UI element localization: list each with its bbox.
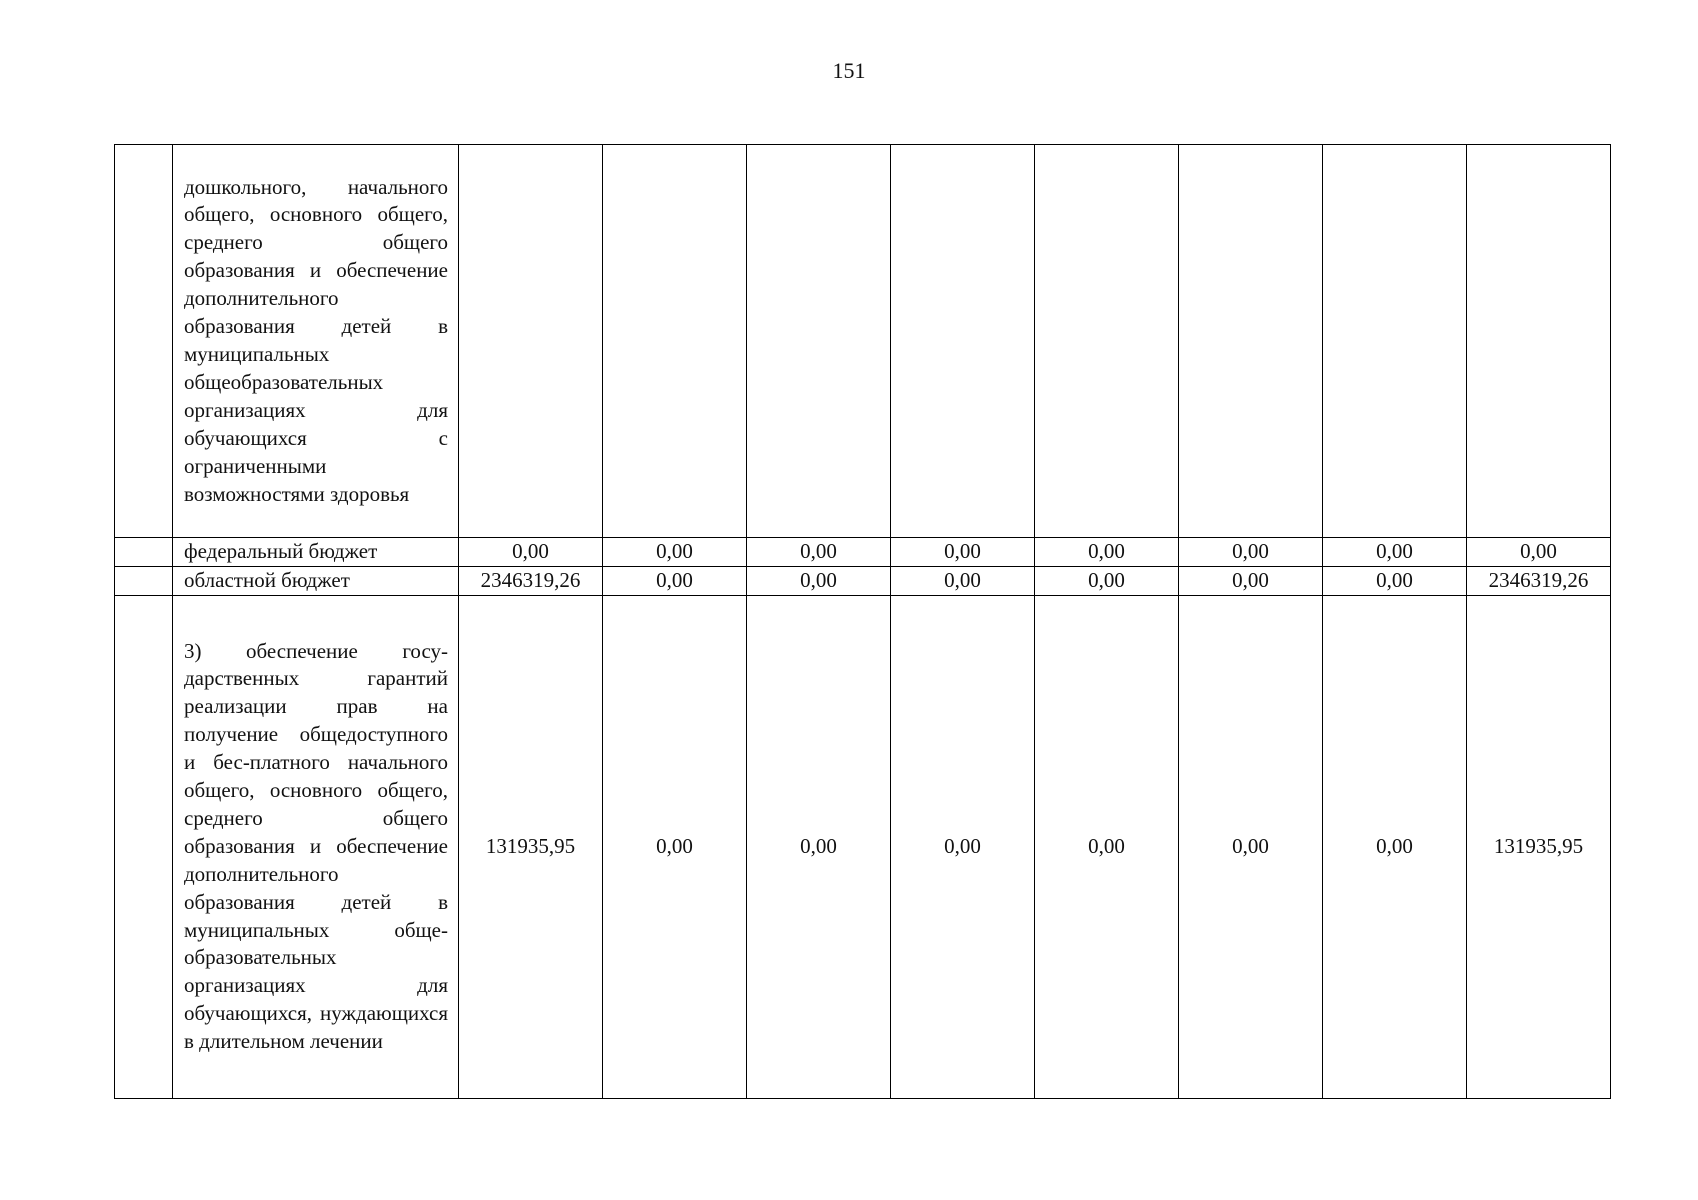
value-cell: 0,00 <box>747 538 891 567</box>
budget-table <box>114 144 1611 1099</box>
row-description: 3) обеспечение госу-дарственных гарантий реализации прав на получение общедоступного и бес-платного начального общего, основного общего, среднего общего образования и обеспечение дополнительного образования детей в муниципальных обще-образовательных организациях для обучающихся, нуждающихся в длительном лечении <box>173 595 459 1098</box>
value-cell: 0,00 <box>891 566 1035 595</box>
value-cell: 0,00 <box>603 595 747 1098</box>
value-cell: 0,00 <box>1323 595 1467 1098</box>
row-number-cell <box>115 538 173 567</box>
value-cell: 131935,95 <box>459 595 603 1098</box>
value-cell <box>603 145 747 538</box>
value-cell <box>1323 145 1467 538</box>
row-number-cell <box>115 145 173 538</box>
value-cell: 0,00 <box>1035 595 1179 1098</box>
value-cell: 0,00 <box>1179 566 1323 595</box>
value-cell: 0,00 <box>747 595 891 1098</box>
value-cell: 0,00 <box>891 595 1035 1098</box>
value-cell: 2346319,26 <box>1467 566 1611 595</box>
value-cell <box>1467 145 1611 538</box>
table-row <box>115 595 1611 1098</box>
value-cell: 131935,95 <box>1467 595 1611 1098</box>
value-cell: 0,00 <box>747 566 891 595</box>
table-row <box>115 566 1611 595</box>
value-cell <box>747 145 891 538</box>
row-description: федеральный бюджет <box>173 538 459 567</box>
table-row <box>115 145 1611 538</box>
value-cell: 0,00 <box>1467 538 1611 567</box>
row-number-cell <box>115 566 173 595</box>
value-cell <box>891 145 1035 538</box>
value-cell: 0,00 <box>1323 566 1467 595</box>
value-cell: 0,00 <box>1035 566 1179 595</box>
value-cell: 0,00 <box>1323 538 1467 567</box>
value-cell: 2346319,26 <box>459 566 603 595</box>
value-cell: 0,00 <box>1179 538 1323 567</box>
value-cell: 0,00 <box>1035 538 1179 567</box>
value-cell <box>459 145 603 538</box>
value-cell <box>1179 145 1323 538</box>
table-row <box>115 538 1611 567</box>
row-number-cell <box>115 595 173 1098</box>
page-number: 151 <box>832 58 866 83</box>
value-cell: 0,00 <box>891 538 1035 567</box>
row-description: областной бюджет <box>173 566 459 595</box>
value-cell <box>1035 145 1179 538</box>
value-cell: 0,00 <box>1179 595 1323 1098</box>
value-cell: 0,00 <box>459 538 603 567</box>
value-cell: 0,00 <box>603 566 747 595</box>
value-cell: 0,00 <box>603 538 747 567</box>
row-description: дошкольного, начального общего, основного общего, среднего общего образования и обеспечение дополнительного образования детей в муниципальных общеобразовательных организациях для обучающихся с ограниченными возможностями здоровья <box>173 145 459 538</box>
